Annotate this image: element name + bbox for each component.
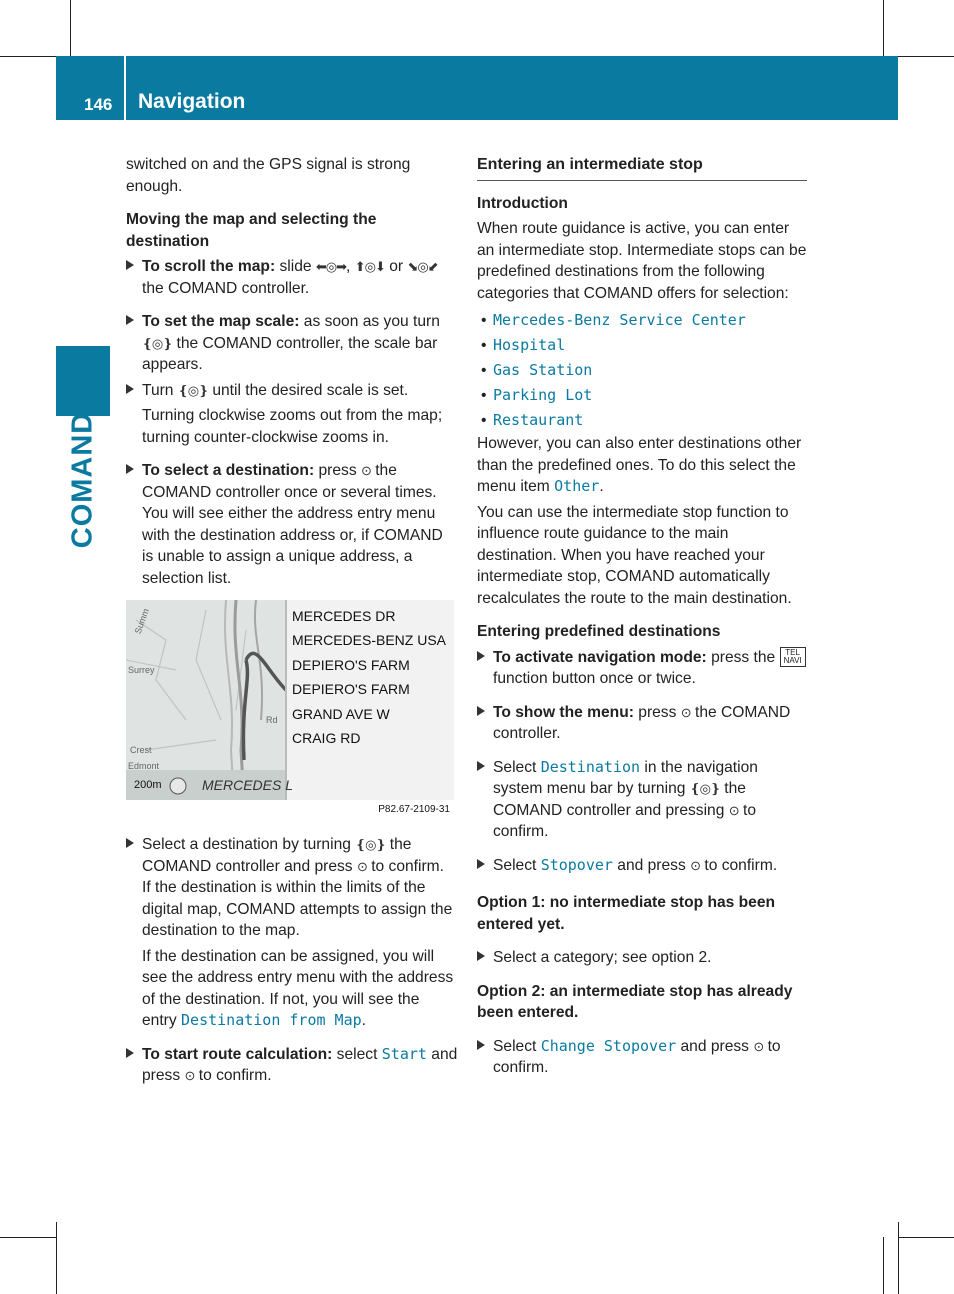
step-arrow-icon — [477, 706, 485, 716]
step-arrow-icon — [477, 761, 485, 771]
right-column — [477, 154, 807, 1079]
menu-entry-destination: Destination — [540, 757, 641, 776]
step-select-by-turning — [126, 834, 458, 1032]
crop-mark — [898, 1237, 954, 1238]
press-controller-icon: ⊙ — [356, 858, 367, 874]
step-text: If the destination can be assigned, you will see the address entry menu with the address of the destination. If not, you will see the entry — [142, 947, 454, 1029]
moving-map-heading: Moving the map and selecting the destination — [126, 211, 377, 250]
slide-diagonal-icon: ⬊◎⬋ — [407, 259, 438, 274]
category-item — [477, 358, 807, 383]
step-start-route — [126, 1044, 458, 1087]
step-text: Select a category; see option 2. — [493, 949, 712, 966]
step-note: Turning clockwise zooms out from the map; turning counter-clockwise zooms in. — [142, 407, 443, 446]
step-text: Turn — [142, 381, 174, 399]
map-street-label: Crest — [130, 745, 152, 755]
key-label: NAVI — [783, 656, 802, 666]
step-text: to confirm. — [198, 1067, 272, 1084]
turn-controller-icon: ❴◎❵ — [689, 781, 720, 796]
step-text: the COMAND controller and press — [142, 836, 412, 875]
step-text: or — [389, 258, 404, 275]
step-text: to confirm. — [493, 1037, 781, 1076]
step-text: in the navigation system menu bar by turning — [493, 758, 758, 797]
paragraph-text: . — [599, 478, 604, 495]
step-select-destination — [126, 460, 458, 589]
influence-text: You can use the intermediate stop function to influence route guidance to the main destination. When you have reached your intermediate stop, COMAND automatically recalculates the route to the main destination. — [477, 503, 792, 607]
predefined-heading: Entering predefined destinations — [477, 623, 721, 640]
step-note — [142, 946, 458, 1032]
category-item — [477, 408, 807, 433]
step-arrow-icon — [477, 651, 485, 661]
key-label: TEL — [785, 648, 800, 658]
map-list-item: MERCEDES-BENZ USA — [292, 632, 447, 649]
step-arrow-icon — [126, 315, 134, 325]
step-arrow-icon — [126, 1048, 134, 1058]
category-list — [477, 308, 807, 433]
chapter-label: COMAND — [66, 411, 99, 549]
step-change-stopover — [477, 1036, 807, 1079]
step-text: the COMAND controller and pressing — [493, 780, 746, 819]
step-text: Select — [493, 758, 537, 776]
press-controller-icon: ⊙ — [360, 463, 371, 478]
however-text — [477, 433, 807, 498]
map-street-label: Surrey — [128, 665, 155, 675]
category-item — [477, 333, 807, 358]
step-note: If the destination is within the limits of the digital map, COMAND attempts to assign the destination to the map. — [142, 879, 453, 939]
step-arrow-icon — [477, 951, 485, 961]
step-label: To start route calculation: — [142, 1045, 333, 1063]
category-item — [477, 383, 807, 408]
slide-left-right-icon: ⬅◎➡ — [315, 259, 347, 274]
bullet-icon: • — [481, 337, 487, 354]
map-street-label: Rd — [266, 715, 278, 725]
crop-mark — [883, 1237, 884, 1294]
crop-mark — [56, 1222, 57, 1294]
press-controller-icon: ⊙ — [753, 1038, 764, 1054]
step-arrow-icon — [126, 260, 134, 270]
menu-entry-change-stopover: Change Stopover — [540, 1036, 677, 1055]
figure-caption: P82.67-2109-31 — [378, 803, 450, 815]
step-text: press — [318, 462, 357, 479]
step-label: To scroll the map: — [142, 258, 276, 275]
map-list-item: DEPIERO'S FARM — [292, 656, 410, 673]
step-text: Select a destination by turning — [142, 836, 351, 853]
press-controller-icon: ⊙ — [680, 704, 691, 720]
category-label: Mercedes-Benz Service Center — [493, 311, 746, 329]
press-controller-icon: ⊙ — [690, 857, 701, 873]
step-label: To select a destination: — [142, 462, 315, 479]
map-list-item: CRAIG RD — [292, 730, 361, 747]
section-title: Navigation — [138, 90, 246, 113]
option2-heading: Option 2: an intermediate stop has already been entered. — [477, 982, 793, 1021]
step-arrow-icon — [126, 384, 134, 394]
step-text: Select — [493, 1037, 537, 1055]
step-text: and press — [680, 1037, 749, 1055]
crop-mark — [898, 1222, 899, 1294]
press-controller-icon: ⊙ — [728, 802, 739, 818]
crop-mark — [0, 1237, 56, 1238]
turn-controller-icon: ❴◎❵ — [355, 837, 386, 852]
left-column — [126, 154, 458, 1087]
step-label: To activate navigation mode: — [493, 648, 707, 666]
crop-mark — [883, 0, 884, 56]
step-arrow-icon — [126, 838, 134, 848]
map-street-label: Edmont — [128, 761, 160, 771]
map-destination-list — [292, 604, 446, 750]
page-number: 146 — [84, 95, 113, 114]
step-label: To set the map scale: — [142, 313, 300, 330]
step-set-scale — [126, 311, 458, 376]
step-text: the COMAND controller. — [493, 703, 791, 742]
map-screenshot — [126, 600, 454, 822]
step-text: slide — [279, 258, 312, 275]
bullet-icon: • — [481, 312, 487, 329]
step-scroll-map — [126, 256, 458, 299]
step-text: and press — [142, 1045, 458, 1084]
step-arrow-icon — [477, 859, 485, 869]
menu-entry-other: Other — [554, 477, 600, 495]
step-text: the COMAND controller once or several times. You will see either the address entry menu with the destination address or, if COMAND is unable to assign a unique address, a selection list. — [142, 462, 443, 587]
menu-entry-start: Start — [381, 1044, 427, 1063]
chapter-tab — [56, 346, 110, 416]
menu-entry-destination-from-map: Destination from Map — [181, 1011, 362, 1029]
step-text: as soon as you turn — [303, 313, 440, 330]
category-label: Parking Lot — [493, 386, 593, 404]
step-text: press — [638, 703, 677, 721]
bullet-icon: • — [481, 387, 487, 404]
option1-heading: Option 1: no intermediate stop has been entered yet. — [477, 894, 776, 933]
crop-mark — [0, 56, 56, 57]
turn-controller-icon: ❴◎❵ — [177, 382, 208, 398]
step-text: , — [346, 258, 351, 275]
step-show-menu — [477, 702, 807, 745]
step-text: and press — [617, 856, 686, 874]
step-text: to confirm. — [371, 857, 444, 875]
map-list-item: GRAND AVE W — [292, 705, 390, 722]
tel-navi-key-icon — [780, 647, 806, 667]
introduction-text: When route guidance is active, you can enter an intermediate stop. Intermediate stops can be predefined destinations from the following categories that COMAND offers for selection: — [477, 220, 807, 302]
map-list-item: MERCEDES DR — [292, 608, 396, 624]
step-text: function button once or twice. — [493, 670, 696, 687]
paragraph-text: However, you can also enter destinations other than the predefined ones. To do this select the menu item — [477, 435, 802, 495]
crop-mark — [70, 0, 71, 56]
step-select-destination-menu — [477, 757, 807, 843]
slide-up-down-icon: ⬆◎⬇ — [354, 259, 385, 274]
map-street-label: Summ — [132, 607, 151, 636]
turn-controller-icon: ❴◎❵ — [142, 335, 173, 351]
step-text: the COMAND controller, the scale bar appears. — [142, 334, 438, 373]
intermediate-stop-heading: Entering an intermediate stop — [477, 154, 807, 181]
category-label: Hospital — [493, 336, 566, 354]
introduction-heading: Introduction — [477, 194, 568, 212]
step-text: . — [361, 1012, 366, 1029]
step-text: select — [336, 1045, 378, 1063]
map-list-item: DEPIERO'S FARM — [292, 681, 410, 698]
step-text: press the — [711, 648, 776, 666]
step-select-stopover — [477, 855, 807, 877]
step-turn — [126, 380, 458, 449]
step-text: until the desired scale is set. — [212, 381, 409, 399]
step-text: to confirm. — [493, 801, 757, 840]
header-divider — [124, 56, 126, 120]
category-label: Restaurant — [493, 411, 584, 429]
intro-text: switched on and the GPS signal is strong enough. — [126, 156, 411, 195]
step-activate-navigation — [477, 647, 807, 690]
press-controller-icon: ⊙ — [184, 1068, 195, 1083]
step-text: Select — [493, 856, 537, 874]
crop-mark — [898, 56, 954, 57]
step-label: To show the menu: — [493, 703, 634, 721]
bullet-icon: • — [481, 412, 487, 429]
map-street-bottom-label: MERCEDES L — [202, 777, 294, 793]
menu-entry-stopover: Stopover — [540, 855, 613, 874]
step-text: the COMAND controller. — [142, 279, 310, 297]
step-select-category — [477, 947, 807, 969]
step-arrow-icon — [126, 464, 134, 474]
bullet-icon: • — [481, 362, 487, 379]
category-item — [477, 308, 807, 333]
category-label: Gas Station — [493, 361, 593, 379]
map-scale-label: 200m — [134, 779, 162, 791]
step-text: to confirm. — [704, 856, 778, 874]
step-arrow-icon — [477, 1040, 485, 1050]
